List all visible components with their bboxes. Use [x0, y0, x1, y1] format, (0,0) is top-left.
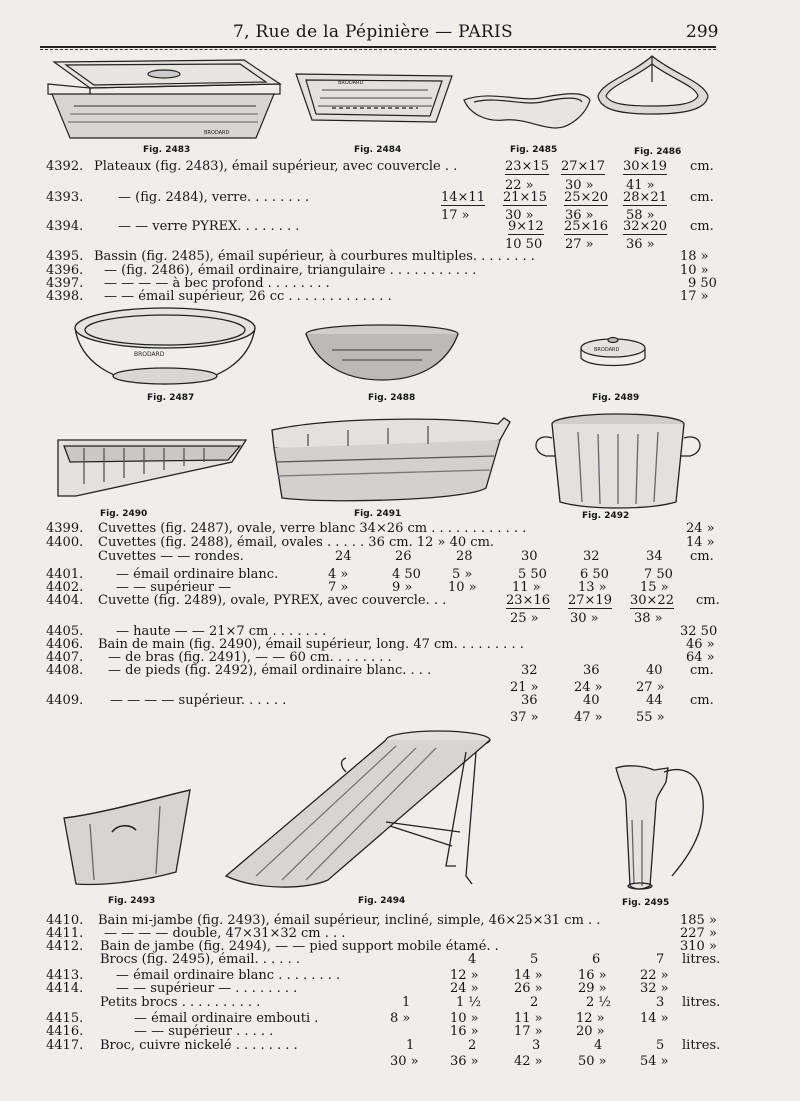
line-text: 24 » [450, 981, 479, 996]
line-text: 42 » [514, 1054, 543, 1069]
line-text: 14 » [686, 535, 715, 550]
line-text: 36 » [565, 208, 594, 223]
line-text: litres. [682, 952, 721, 967]
caption-fig-2487: Fig. 2487 [147, 393, 195, 403]
article-number: 4399. [46, 521, 84, 536]
line-text: 36 » [626, 237, 655, 252]
line-text: — émail ordinaire embouti . [134, 1011, 319, 1026]
line-text: 15 » [640, 580, 669, 595]
line-text: 9 » [392, 580, 413, 595]
line-text: 4 50 [392, 567, 421, 582]
line-text: 44 [646, 693, 663, 708]
line-text: 2 [530, 995, 539, 1010]
line-text: — (fig. 2484), verre. . . . . . . . [118, 190, 310, 205]
article-number: 4401. [46, 567, 84, 582]
line-text: 6 50 [580, 567, 609, 582]
article-number: 4396. [46, 263, 84, 278]
article-number: 4408. [46, 663, 84, 678]
line-text: — — — — à bec profond . . . . . . . . [104, 276, 330, 291]
article-number: 4411. [46, 926, 84, 941]
line-text: 26 [395, 549, 412, 564]
line-text: 14 » [640, 1011, 669, 1026]
line-text: cm. [690, 219, 714, 234]
brand-stamp: BRODARD [594, 347, 620, 353]
line-text: 21×15 [503, 190, 547, 205]
caption-fig-2493: Fig. 2493 [108, 896, 156, 906]
line-text: 17 » [680, 289, 709, 304]
fig-2488-illustration [302, 322, 462, 384]
line-text: — (fig. 2486), émail ordinaire, triangulaire . . . . . . . . . . . [104, 263, 477, 278]
line-text: 5 [530, 952, 539, 967]
line-text: 185 » [680, 913, 717, 928]
line-text: 5 » [452, 567, 473, 582]
line-text: 9 50 [688, 276, 717, 291]
line-text: 11 » [514, 1011, 543, 1026]
article-number: 4394. [46, 219, 84, 234]
line-text: 32 50 [680, 624, 718, 639]
caption-fig-2491: Fig. 2491 [354, 509, 402, 519]
line-text: 27 » [636, 680, 665, 695]
fig-2483-illustration [44, 54, 284, 144]
line-text: 2 ½ [586, 995, 612, 1010]
article-number: 4407. [46, 650, 84, 665]
line-text: 1 [402, 995, 411, 1010]
line-text: — — — — supérieur. . . . . . [110, 693, 287, 708]
line-text: 1 ½ [456, 995, 482, 1010]
line-text: Broc, cuivre nickelé . . . . . . . . [100, 1038, 298, 1053]
line-text: — émail ordinaire blanc . . . . . . . . [116, 968, 341, 983]
line-text: — émail ordinaire blanc. [116, 567, 279, 582]
caption-fig-2489: Fig. 2489 [592, 393, 640, 403]
article-number: 4404. [46, 593, 84, 608]
line-text: cm. [690, 663, 714, 678]
line-text: 12 » [576, 1011, 605, 1026]
line-text: 38 » [634, 611, 663, 626]
line-text: 7 » [328, 580, 349, 595]
line-text: Cuvettes (fig. 2487), ovale, verre blanc 34×26 cm . . . . . . . . . . . . [98, 521, 527, 536]
line-text: — — supérieur . . . . . [134, 1024, 274, 1039]
line-text: 40 [583, 693, 600, 708]
line-text: 25 » [510, 611, 539, 626]
fig-2495-illustration [612, 760, 710, 892]
caption-fig-2483: Fig. 2483 [143, 145, 191, 155]
caption-fig-2495: Fig. 2495 [622, 898, 670, 908]
caption-fig-2494: Fig. 2494 [358, 896, 406, 906]
line-text: 10 » [680, 263, 709, 278]
line-text: 25×20 [564, 190, 608, 205]
line-text: 32 [521, 663, 538, 678]
caption-fig-2484: Fig. 2484 [354, 145, 402, 155]
fig-2492-illustration [528, 410, 708, 510]
line-text: Cuvette (fig. 2489), ovale, PYREX, avec couvercle. . . [98, 593, 447, 608]
line-text: Petits brocs . . . . . . . . . . [100, 995, 261, 1010]
fig-2486-illustration [594, 52, 712, 118]
line-text: 12 » [450, 968, 479, 983]
line-text: 21 » [510, 680, 539, 695]
line-text: litres. [682, 995, 721, 1010]
article-number: 4416. [46, 1024, 84, 1039]
line-text: 36 » [450, 1054, 479, 1069]
page-header [0, 22, 800, 44]
caption-fig-2492: Fig. 2492 [582, 511, 630, 521]
article-number: 4406. [46, 637, 84, 652]
line-text: 30×22 [630, 593, 674, 608]
fig-2485-illustration [460, 88, 594, 134]
line-text: Cuvettes (fig. 2488), émail, ovales . . . . . 36 cm. 12 » 40 cm. [98, 535, 495, 550]
article-number: 4415. [46, 1011, 84, 1026]
line-text: 3 [656, 995, 665, 1010]
line-text: 41 » [626, 178, 655, 193]
line-text: 3 [532, 1038, 541, 1053]
line-text: — haute — — 21×7 cm . . . . . . . [116, 624, 327, 639]
line-text: 30 » [565, 178, 594, 193]
line-text: — — émail supérieur, 26 cc . . . . . . . . . . . . . [104, 289, 392, 304]
line-text: 28×21 [623, 190, 667, 205]
caption-fig-2485: Fig. 2485 [510, 145, 558, 155]
line-text: 50 » [578, 1054, 607, 1069]
line-text: 24 [335, 549, 352, 564]
line-text: 20 » [576, 1024, 605, 1039]
line-text: 14×11 [441, 190, 485, 205]
line-text: 32 [583, 549, 600, 564]
line-text: 310 » [680, 939, 717, 954]
article-number: 4400. [46, 535, 84, 550]
line-text: 58 » [626, 208, 655, 223]
fig-2484-illustration [292, 70, 456, 128]
line-text: 22 » [640, 968, 669, 983]
line-text: cm. [690, 549, 714, 564]
line-text: 6 [592, 952, 601, 967]
article-number: 4409. [46, 693, 84, 708]
line-text: 30 » [570, 611, 599, 626]
line-text: 27 » [565, 237, 594, 252]
article-number: 4410. [46, 913, 84, 928]
line-text: 32×20 [623, 219, 667, 234]
article-number: 4414. [46, 981, 84, 996]
line-text: 26 » [514, 981, 543, 996]
line-text: Plateaux (fig. 2483), émail supérieur, avec couvercle . . [94, 159, 458, 174]
line-text: Bain mi-jambe (fig. 2493), émail supérieur, incliné, simple, 46×25×31 cm . . [98, 913, 601, 928]
line-text: 36 [521, 693, 538, 708]
article-number: 4402. [46, 580, 84, 595]
line-text: 47 » [574, 710, 603, 725]
line-text: 24 » [574, 680, 603, 695]
line-text: 14 » [514, 968, 543, 983]
line-text: 16 » [450, 1024, 479, 1039]
article-number: 4392. [46, 159, 84, 174]
line-text: 4 [468, 952, 477, 967]
article-number: 4405. [46, 624, 84, 639]
line-text: — de bras (fig. 2491), — — 60 cm. . . . . . . . [108, 650, 392, 665]
article-number: 4393. [46, 190, 84, 205]
line-text: 7 50 [644, 567, 673, 582]
caption-fig-2490: Fig. 2490 [100, 509, 148, 519]
line-text: 30 [521, 549, 538, 564]
line-text: 25×16 [564, 219, 608, 234]
line-text: 4 » [328, 567, 349, 582]
line-text: 64 » [686, 650, 715, 665]
brand-stamp: BRODARD [338, 80, 364, 86]
line-text: 36 [583, 663, 600, 678]
line-text: 27×17 [561, 159, 605, 174]
line-text: cm. [696, 593, 720, 608]
page-number: 299 [686, 22, 719, 42]
line-text: 22 » [505, 178, 534, 193]
line-text: — — verre PYREX. . . . . . . . [118, 219, 300, 234]
line-text: 54 » [640, 1054, 669, 1069]
line-text: cm. [690, 693, 714, 708]
header-rule-dashed [40, 49, 716, 50]
line-text: Bain de main (fig. 2490), émail supérieur, long. 47 cm. . . . . . . . . [98, 637, 524, 652]
line-text: 8 » [390, 1011, 411, 1026]
line-text: 13 » [578, 580, 607, 595]
line-text: 24 » [686, 521, 715, 536]
fig-2489-illustration [578, 334, 648, 372]
caption-fig-2488: Fig. 2488 [368, 393, 416, 403]
line-text: 5 50 [518, 567, 547, 582]
article-number: 4397. [46, 276, 84, 291]
line-text: 23×15 [505, 159, 549, 174]
line-text: 4 [594, 1038, 603, 1053]
line-text: — de pieds (fig. 2492), émail ordinaire blanc. . . . [108, 663, 432, 678]
line-text: 55 » [636, 710, 665, 725]
article-number: 4398. [46, 289, 84, 304]
line-text: 34 [646, 549, 663, 564]
fig-2494-illustration [216, 726, 496, 892]
header-rule [40, 46, 716, 48]
line-text: Cuvettes — — rondes. [98, 549, 244, 564]
fig-2487-illustration [70, 304, 260, 390]
line-text: Brocs (fig. 2495), émail. . . . . . [100, 952, 300, 967]
line-text: 2 [468, 1038, 477, 1053]
line-text: Bassin (fig. 2485), émail supérieur, à courbures multiples. . . . . . . . [94, 249, 535, 264]
line-text: 40 [646, 663, 663, 678]
line-text: 32 » [640, 981, 669, 996]
line-text: 27×19 [568, 593, 612, 608]
line-text: Bain de jambe (fig. 2494), — — pied support mobile étamé. . [100, 939, 499, 954]
caption-fig-2486: Fig. 2486 [634, 147, 682, 157]
line-text: 17 » [441, 208, 470, 223]
line-text: 29 » [578, 981, 607, 996]
line-text: — — supérieur — . . . . . . . . [116, 981, 298, 996]
line-text: 28 [456, 549, 473, 564]
line-text: 30 » [505, 208, 534, 223]
fig-2493-illustration [60, 784, 194, 890]
article-number: 4417. [46, 1038, 84, 1053]
brand-stamp: BRODARD [204, 130, 230, 136]
line-text: cm. [690, 159, 714, 174]
line-text: cm. [690, 190, 714, 205]
line-text: 1 [406, 1038, 415, 1053]
line-text: — — supérieur — [116, 580, 232, 595]
line-text: — — — — double, 47×31×32 cm . . . [104, 926, 346, 941]
line-text: 30×19 [623, 159, 667, 174]
fig-2491-illustration [268, 414, 514, 506]
line-text: 7 [656, 952, 665, 967]
line-text: 46 » [686, 637, 715, 652]
header-title: 7, Rue de la Pépinière — PARIS [233, 22, 513, 42]
line-text: 5 [656, 1038, 665, 1053]
line-text: 10 » [448, 580, 477, 595]
line-text: 11 » [512, 580, 541, 595]
line-text: 37 » [510, 710, 539, 725]
line-text: 227 » [680, 926, 717, 941]
article-number: 4395. [46, 249, 84, 264]
line-text: 10 50 [505, 237, 543, 252]
line-text: 17 » [514, 1024, 543, 1039]
brand-stamp: BRODARD [134, 351, 165, 358]
line-text: 23×16 [506, 593, 550, 608]
article-number: 4412. [46, 939, 84, 954]
line-text: 18 » [680, 249, 709, 264]
line-text: 9×12 [508, 219, 544, 234]
line-text: 16 » [578, 968, 607, 983]
line-text: litres. [682, 1038, 721, 1053]
line-text: 10 » [450, 1011, 479, 1026]
line-text: 30 » [390, 1054, 419, 1069]
fig-2490-illustration [54, 436, 250, 500]
article-number: 4413. [46, 968, 84, 983]
